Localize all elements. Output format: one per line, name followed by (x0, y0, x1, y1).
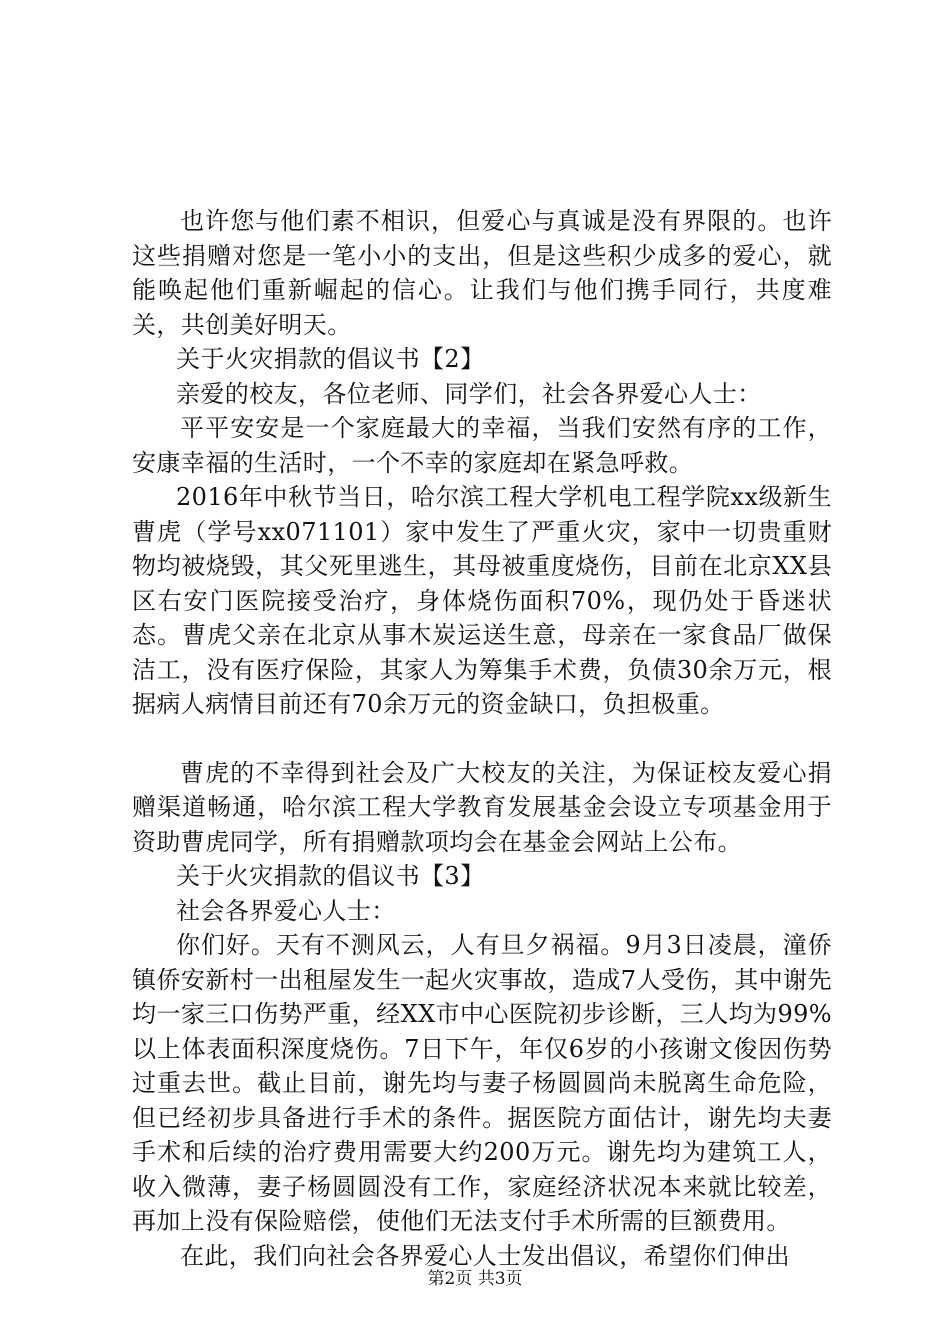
salutation-3: 社会各界爱心人士： (176, 896, 396, 925)
paragraph-fund-2: 曹虎的不幸得到社会及广大校友的关注，为保证校友爱心捐赠渠道畅通，哈尔滨工程大学教育发展基金会设立专项基金用于资助曹虎同学，所有捐赠款项均会在基金会网站上公布。 (132, 758, 832, 856)
paragraph-spacer (132, 722, 832, 756)
salutation-2: 亲爱的校友，各位老师、同学们，社会各界爱心人士： (176, 379, 762, 408)
paragraph-incident-2: 2016年中秋节当日，哈尔滨工程大学机电工程学院xx级新生曹虎（学号xx071101）家中发生了严重火灾，家中一切贵重财物均被烧毁，其父死里逃生，其母被重度烧伤，目前在北京XX县区右安门医院接受治疗，身体烧伤面积70%，现仍处于昏迷状态。曹虎父亲在北京从事木炭运送生意，母亲在一家食品厂做保洁工，没有医疗保险，其家人为筹集手术费，负债30余万元，根据病人病情目前还有70余万元的资金缺口，负担极重。 (132, 483, 832, 718)
paragraph-closing-appeal: 也许您与他们素不相识，但爱心与真诚是没有界限的。也许这些捐赠对您是一笔小小的支出，但是这些积少成多的爱心，就能唤起他们重新崛起的信心。让我们与他们携手同行，共度难关，共创美好明天。 (132, 207, 832, 339)
paragraph-incident-3: 你们好。天有不测风云，人有旦夕祸福。9月3日凌晨，潼侨镇侨安新村一出租屋发生一起火灾事故，造成7人受伤，其中谢先均一家三口伤势严重，经XX市中心医院初步诊断，三人均为99%以上体表面积深度烧伤。7日下午，年仅6岁的小孩谢文俊因伤势过重去世。截止目前，谢先均与妻子杨圆圆尚未脱离生命危险，但已经初步具备进行手术的条件。据医院方面估计，谢先均夫妻手术和后续的治疗费用需要大约200万元。谢先均为建筑工人，收入微薄，妻子杨圆圆没有工作，家庭经济状况本来就比较差，再加上没有保险赔偿，使他们无法支付手术所需的巨额费用。 (132, 931, 832, 1235)
paragraph-intro-2: 平平安安是一个家庭最大的幸福，当我们安然有序的工作，安康幸福的生活时，一个不幸的家庭却在紧急呼救。 (132, 414, 832, 477)
section-heading-3: 关于火灾捐款的倡议书【3】 (176, 862, 485, 890)
page-indicator: 第2页 共3页 (427, 1269, 523, 1289)
document-body (132, 204, 832, 1273)
paragraph-appeal-3: 在此，我们向社会各界爱心人士发出倡议，希望你们伸出 (180, 1241, 790, 1270)
section-heading-2: 关于火灾捐款的倡议书【2】 (176, 345, 485, 373)
